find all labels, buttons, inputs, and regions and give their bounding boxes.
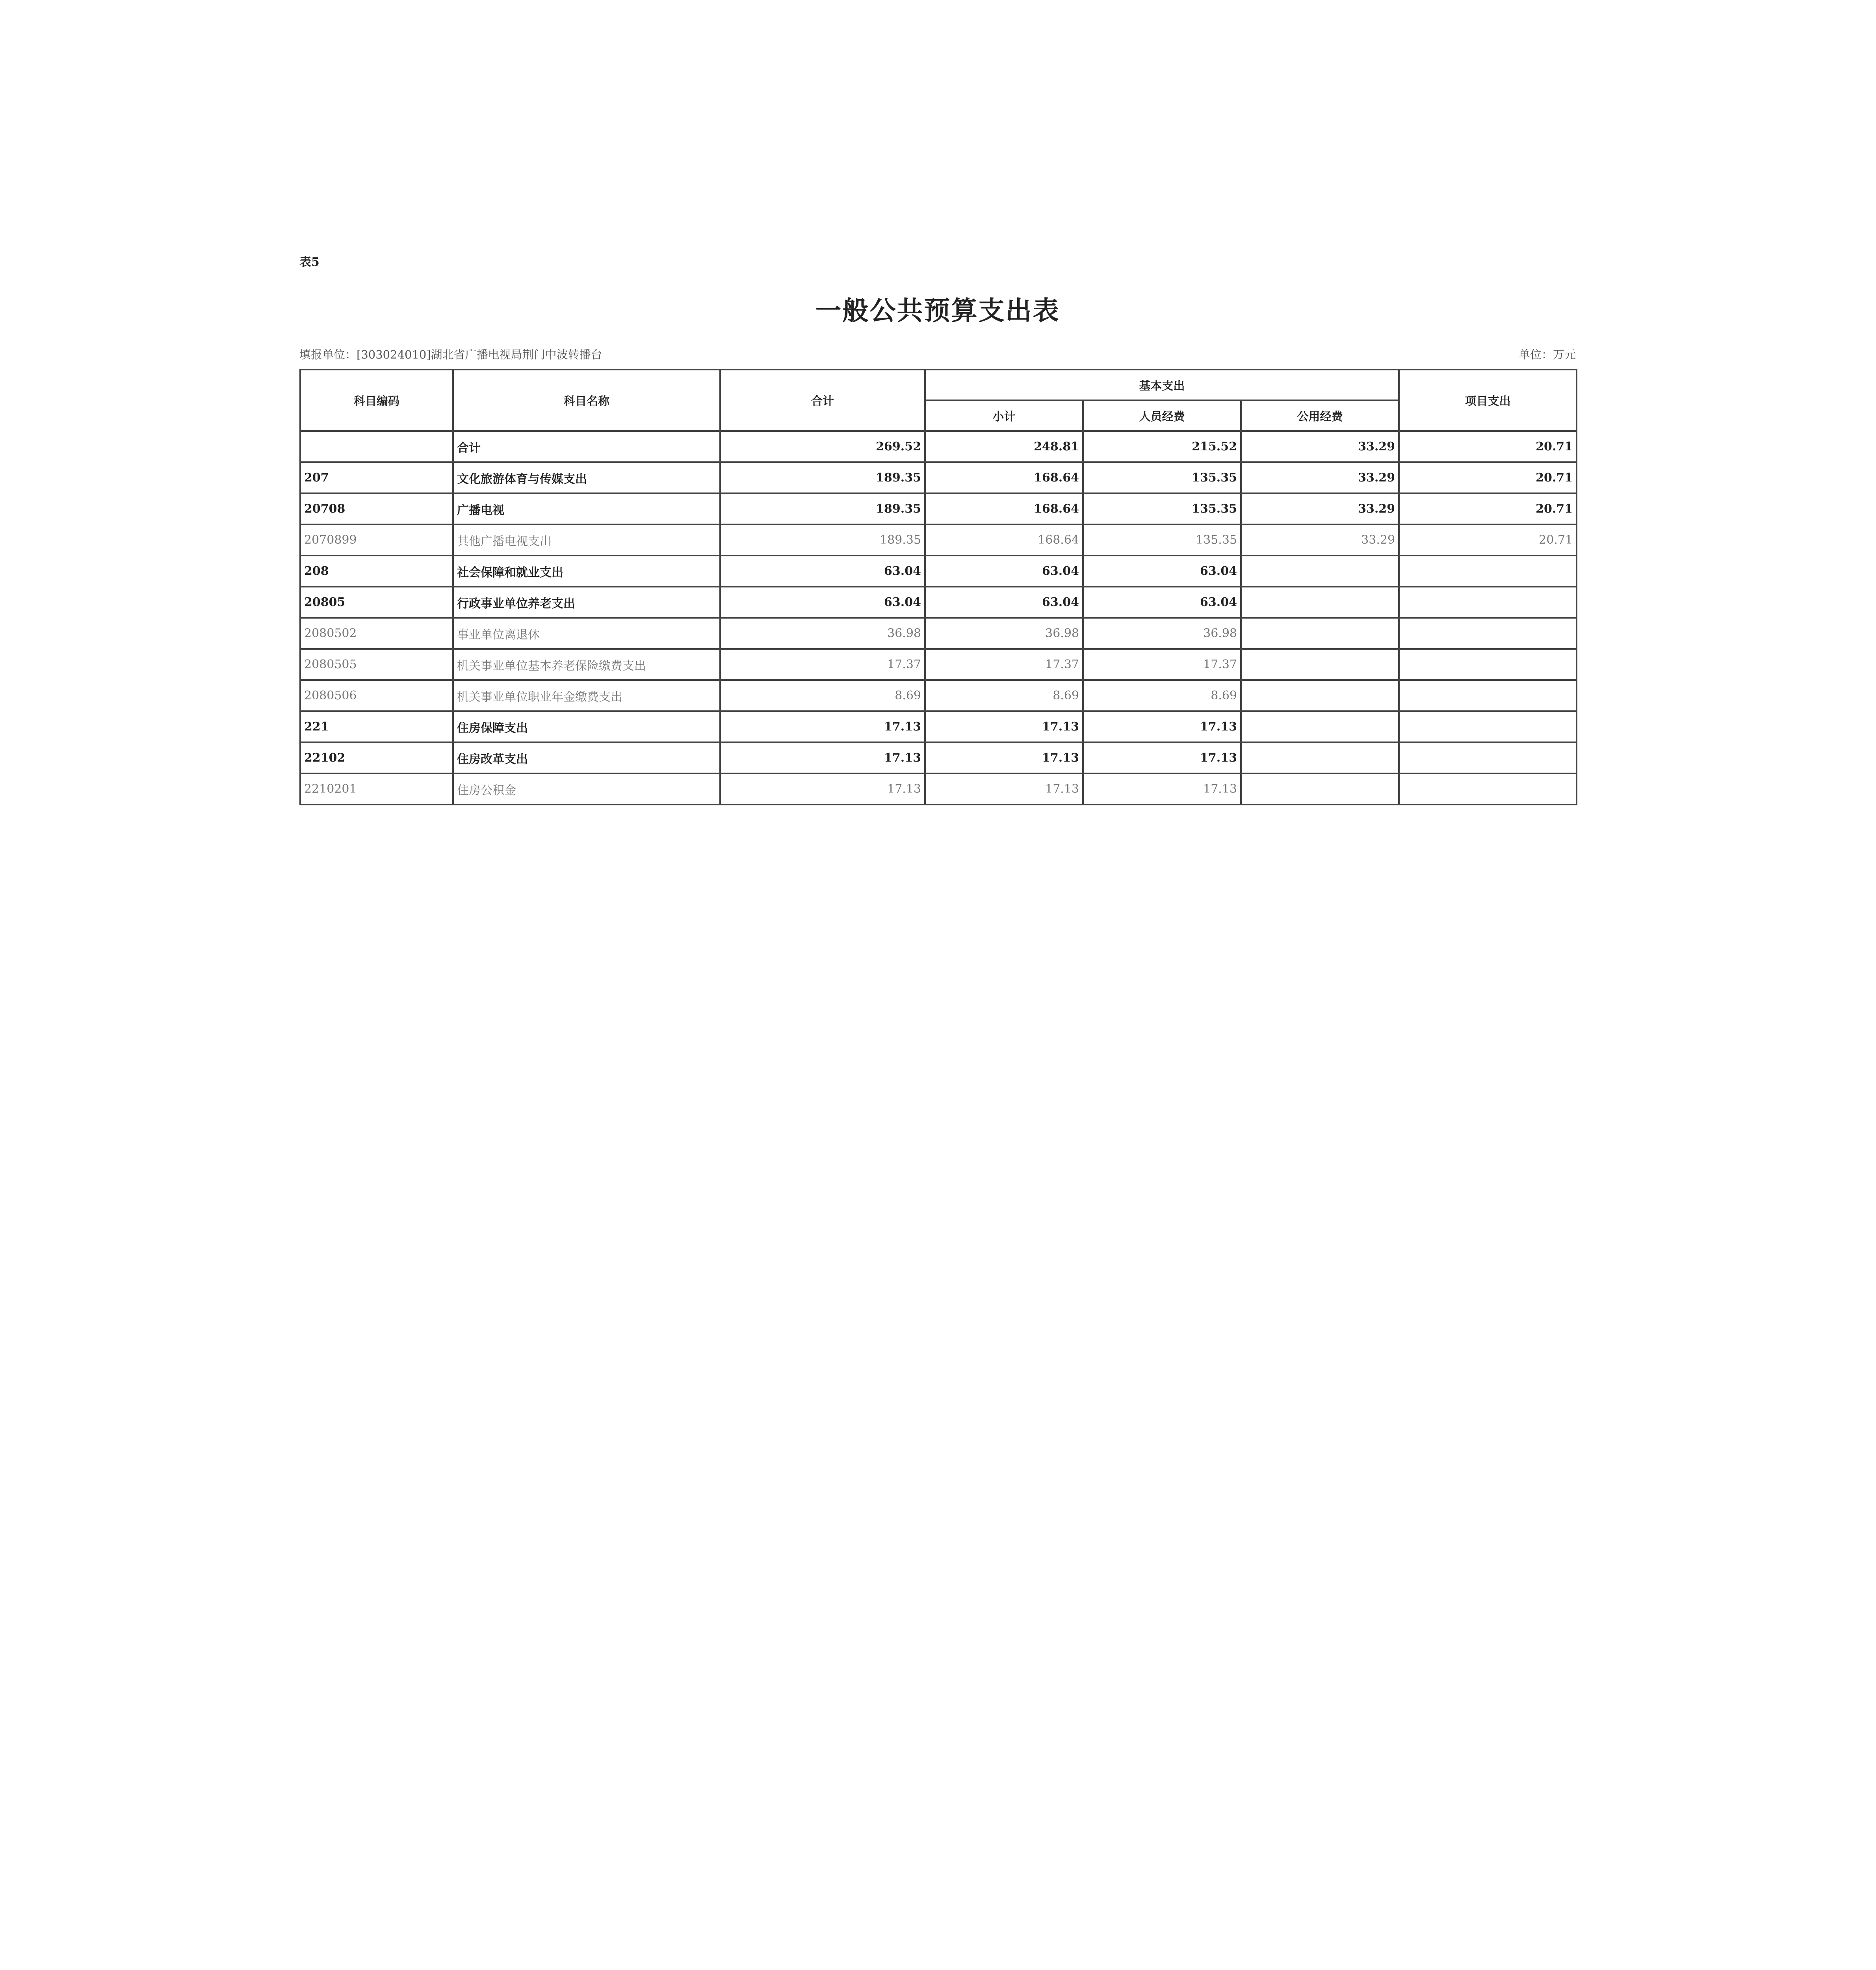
cell-total: 269.52 bbox=[720, 431, 925, 462]
cell-code: 20708 bbox=[300, 493, 453, 524]
table-row bbox=[300, 524, 1577, 556]
currency-unit: 单位：万元 bbox=[1518, 348, 1576, 361]
cell-total: 17.13 bbox=[720, 711, 925, 742]
cell-total: 17.37 bbox=[720, 649, 925, 680]
header-project: 项目支出 bbox=[1399, 370, 1577, 431]
cell-total: 8.69 bbox=[720, 680, 925, 711]
cell-subtotal: 17.13 bbox=[925, 742, 1083, 773]
cell-public bbox=[1241, 556, 1399, 587]
cell-subtotal: 248.81 bbox=[925, 431, 1083, 462]
cell-public: 33.29 bbox=[1241, 431, 1399, 462]
cell-project bbox=[1399, 773, 1577, 805]
cell-code: 2080505 bbox=[300, 649, 453, 680]
cell-subtotal: 168.64 bbox=[925, 524, 1083, 556]
reporting-unit: 填报单位：[303024010]湖北省广播电视局荆门中波转播台 bbox=[299, 348, 602, 361]
cell-total: 36.98 bbox=[720, 618, 925, 649]
table-row bbox=[300, 587, 1577, 618]
cell-code: 208 bbox=[300, 556, 453, 587]
cell-project: 20.71 bbox=[1399, 524, 1577, 556]
header-basic: 基本支出 bbox=[925, 370, 1399, 400]
cell-public bbox=[1241, 587, 1399, 618]
cell-code: 20805 bbox=[300, 587, 453, 618]
cell-subtotal: 36.98 bbox=[925, 618, 1083, 649]
cell-personnel: 135.35 bbox=[1083, 493, 1241, 524]
cell-public bbox=[1241, 773, 1399, 805]
cell-project bbox=[1399, 711, 1577, 742]
cell-name: 行政事业单位养老支出 bbox=[453, 587, 720, 618]
cell-total: 17.13 bbox=[720, 742, 925, 773]
table-row bbox=[300, 711, 1577, 742]
cell-public bbox=[1241, 618, 1399, 649]
table-row bbox=[300, 556, 1577, 587]
cell-public: 33.29 bbox=[1241, 462, 1399, 493]
table-row bbox=[300, 462, 1577, 493]
cell-name: 事业单位离退休 bbox=[453, 618, 720, 649]
cell-code: 22102 bbox=[300, 742, 453, 773]
cell-code: 207 bbox=[300, 462, 453, 493]
table-meta bbox=[299, 346, 1576, 362]
cell-project: 20.71 bbox=[1399, 462, 1577, 493]
header-row-1 bbox=[300, 370, 1577, 400]
cell-public bbox=[1241, 742, 1399, 773]
table-row bbox=[300, 680, 1577, 711]
cell-public: 33.29 bbox=[1241, 493, 1399, 524]
table-row bbox=[300, 742, 1577, 773]
table-row bbox=[300, 649, 1577, 680]
cell-name: 文化旅游体育与传媒支出 bbox=[453, 462, 720, 493]
cell-total: 63.04 bbox=[720, 556, 925, 587]
cell-personnel: 63.04 bbox=[1083, 587, 1241, 618]
cell-personnel: 17.13 bbox=[1083, 742, 1241, 773]
table-row bbox=[300, 431, 1577, 462]
table-number: 表5 bbox=[299, 255, 319, 269]
cell-subtotal: 168.64 bbox=[925, 493, 1083, 524]
cell-public bbox=[1241, 649, 1399, 680]
cell-code: 2210201 bbox=[300, 773, 453, 805]
cell-public bbox=[1241, 711, 1399, 742]
cell-code: 2080502 bbox=[300, 618, 453, 649]
cell-personnel: 135.35 bbox=[1083, 524, 1241, 556]
table-row bbox=[300, 493, 1577, 524]
cell-subtotal: 63.04 bbox=[925, 587, 1083, 618]
cell-project: 20.71 bbox=[1399, 493, 1577, 524]
cell-name: 住房改革支出 bbox=[453, 742, 720, 773]
cell-name: 住房保障支出 bbox=[453, 711, 720, 742]
cell-personnel: 17.13 bbox=[1083, 711, 1241, 742]
cell-public bbox=[1241, 680, 1399, 711]
cell-name: 机关事业单位职业年金缴费支出 bbox=[453, 680, 720, 711]
cell-personnel: 36.98 bbox=[1083, 618, 1241, 649]
table-row bbox=[300, 773, 1577, 805]
cell-personnel: 63.04 bbox=[1083, 556, 1241, 587]
cell-personnel: 8.69 bbox=[1083, 680, 1241, 711]
cell-total: 189.35 bbox=[720, 493, 925, 524]
cell-subtotal: 17.37 bbox=[925, 649, 1083, 680]
cell-public: 33.29 bbox=[1241, 524, 1399, 556]
header-code: 科目编码 bbox=[300, 370, 453, 431]
cell-project bbox=[1399, 556, 1577, 587]
cell-name: 社会保障和就业支出 bbox=[453, 556, 720, 587]
cell-personnel: 215.52 bbox=[1083, 431, 1241, 462]
cell-subtotal: 168.64 bbox=[925, 462, 1083, 493]
cell-total: 63.04 bbox=[720, 587, 925, 618]
cell-total: 17.13 bbox=[720, 773, 925, 805]
cell-name: 住房公积金 bbox=[453, 773, 720, 805]
cell-personnel: 17.13 bbox=[1083, 773, 1241, 805]
header-public: 公用经费 bbox=[1241, 400, 1399, 431]
cell-subtotal: 63.04 bbox=[925, 556, 1083, 587]
cell-name: 合计 bbox=[453, 431, 720, 462]
cell-name: 机关事业单位基本养老保险缴费支出 bbox=[453, 649, 720, 680]
cell-project bbox=[1399, 742, 1577, 773]
cell-personnel: 135.35 bbox=[1083, 462, 1241, 493]
cell-total: 189.35 bbox=[720, 524, 925, 556]
cell-total: 189.35 bbox=[720, 462, 925, 493]
budget-expenditure-table bbox=[299, 369, 1577, 805]
table-title: 一般公共预算支出表 bbox=[815, 295, 1060, 326]
cell-project bbox=[1399, 649, 1577, 680]
header-subtotal: 小计 bbox=[925, 400, 1083, 431]
header-total: 合计 bbox=[720, 370, 925, 431]
cell-name: 其他广播电视支出 bbox=[453, 524, 720, 556]
cell-project bbox=[1399, 618, 1577, 649]
cell-code: 221 bbox=[300, 711, 453, 742]
cell-personnel: 17.37 bbox=[1083, 649, 1241, 680]
cell-code bbox=[300, 431, 453, 462]
cell-project: 20.71 bbox=[1399, 431, 1577, 462]
cell-subtotal: 8.69 bbox=[925, 680, 1083, 711]
cell-project bbox=[1399, 587, 1577, 618]
cell-subtotal: 17.13 bbox=[925, 773, 1083, 805]
cell-subtotal: 17.13 bbox=[925, 711, 1083, 742]
cell-name: 广播电视 bbox=[453, 493, 720, 524]
table-row bbox=[300, 618, 1577, 649]
header-name: 科目名称 bbox=[453, 370, 720, 431]
cell-code: 2070899 bbox=[300, 524, 453, 556]
header-personnel: 人员经费 bbox=[1083, 400, 1241, 431]
cell-project bbox=[1399, 680, 1577, 711]
cell-code: 2080506 bbox=[300, 680, 453, 711]
